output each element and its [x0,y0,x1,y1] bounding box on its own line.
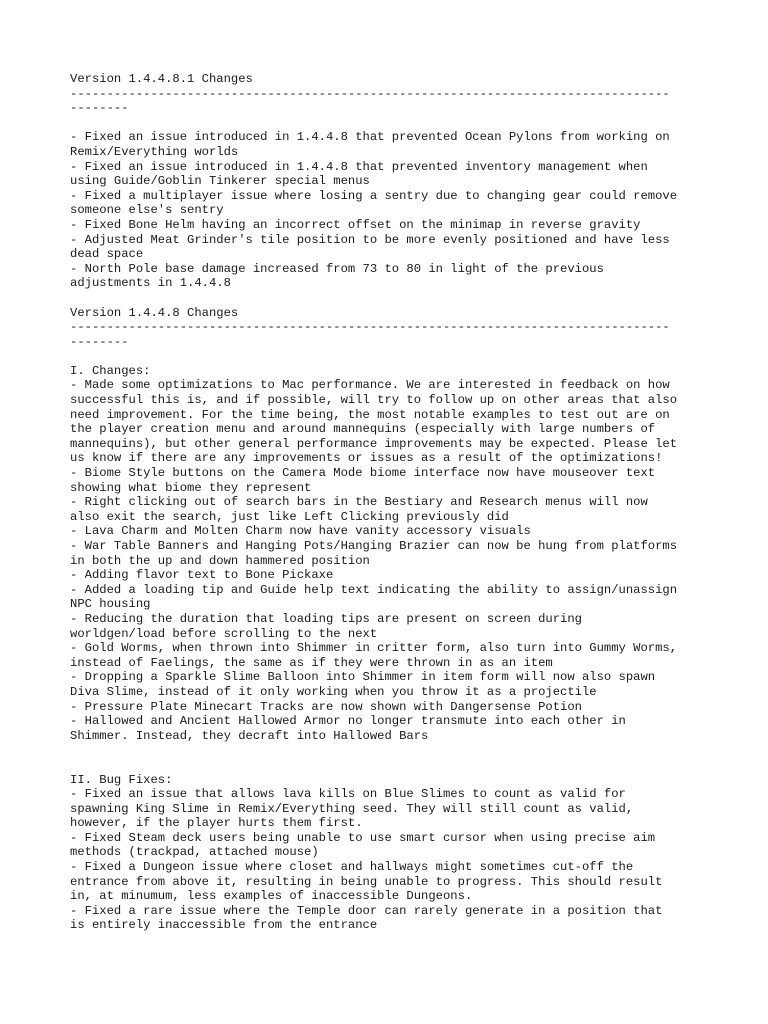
document-line: using Guide/Goblin Tinkerer special menus [70,174,370,189]
document-line: - Fixed an issue introduced in 1.4.4.8 that prevented Ocean Pylons from working on [70,130,670,145]
document-line: - Right clicking out of search bars in the Bestiary and Research menus will now [70,495,648,510]
document-line: in, at minumum, less examples of inaccessible Dungeons. [70,889,473,904]
document-line: need improvement. For the time being, the most notable examples to test out are on [70,407,670,422]
document-line: II. Bug Fixes: [70,772,173,787]
document-line: - Fixed an issue that allows lava kills on Blue Slimes to count as valid for [70,787,626,802]
document-line: - Fixed Bone Helm having an incorrect offset on the minimap in reverse gravity [70,217,641,232]
document-line [70,758,710,773]
document-line: - Fixed a Dungeon issue where closet and hallways might sometimes cut-off the [70,860,634,875]
document-line: - Made some optimizations to Mac performance. We are interested in feedback on how [70,378,670,393]
document-line: - Reducing the duration that loading tips are present on screen during [70,611,582,626]
document-line: is entirely inaccessible from the entrance [70,918,378,933]
document-line: entrance from above it, resulting in being unable to progress. This should result [70,874,663,889]
document-line [70,349,710,364]
document-line: adjustments in 1.4.4.8 [70,276,231,291]
document-line [70,291,710,306]
document-line: also exit the search, just like Left Clicking previously did [70,509,509,524]
document-line: worldgen/load before scrolling to the next [70,626,378,641]
document-line: ---------------------------------------------------------------------------------- [70,320,670,335]
document-line: Diva Slime, instead of it only working when you throw it as a projectile [70,684,597,699]
document-line: Shimmer. Instead, they decraft into Hallowed Bars [70,728,429,743]
document-line: ---------------------------------------------------------------------------------- [70,86,670,101]
document-line: - Biome Style buttons on the Camera Mode biome interface now have mouseover text [70,466,656,481]
document-line: spawning King Slime in Remix/Everything seed. They will still count as valid, [70,801,634,816]
document-line: NPC housing [70,597,151,612]
document-line: however, if the player hurts them first. [70,816,363,831]
document-line: I. Changes: [70,363,151,378]
document-line: - Fixed Steam deck users being unable to use smart cursor when using precise aim [70,830,656,845]
document-line: -------- [70,101,129,116]
document-line: in both the up and down hammered position [70,553,370,568]
document-line: - Added a loading tip and Guide help text indicating the ability to assign/unassign [70,582,678,597]
document-line: - Fixed a rare issue where the Temple door can rarely generate in a position that [70,903,663,918]
document-line: - War Table Banners and Hanging Pots/Hanging Brazier can now be hung from platforms [70,539,678,553]
changelog-document [70,72,710,933]
document-line: - Fixed an issue introduced in 1.4.4.8 that prevented inventory management when [70,159,648,174]
document-line: - Dropping a Sparkle Slime Balloon into Shimmer in item form will now also spawn [70,670,656,685]
document-line: successful this is, and if possible, will try to follow up on other areas that also [70,393,678,408]
document-line: - North Pole base damage increased from 73 to 80 in light of the previous [70,261,604,276]
document-line: Version 1.4.4.8.1 Changes [70,72,253,86]
document-line: - Hallowed and Ancient Hallowed Armor no longer transmute into each other in [70,714,626,729]
document-line: - Pressure Plate Minecart Tracks are now shown with Dangersense Potion [70,699,582,714]
document-line: - Adjusted Meat Grinder's tile position to be more evenly positioned and have less [70,232,670,247]
document-line: showing what biome they represent [70,480,312,495]
document-line: Remix/Everything worlds [70,144,239,159]
document-line [70,116,710,131]
document-line [70,743,710,758]
document-line: methods (trackpad, attached mouse) [70,845,319,860]
document-line: - Adding flavor text to Bone Pickaxe [70,568,334,583]
document-line: someone else's sentry [70,203,224,218]
document-line: -------- [70,334,129,349]
document-line: - Gold Worms, when thrown into Shimmer in critter form, also turn into Gummy Worms, [70,641,678,656]
document-line: us know if there are any improvements or issues as a result of the optimizations! [70,451,663,466]
document-line: - Fixed a multiplayer issue where losing a sentry due to changing gear could remove [70,188,678,203]
document-line: the player creation menu and around mannequins (especially with large numbers of [70,422,656,437]
document-line: Version 1.4.4.8 Changes [70,305,239,320]
document-line: mannequins), but other general performance improvements may be expected. Please let [70,436,678,451]
document-line: dead space [70,247,144,262]
document-line: - Lava Charm and Molten Charm now have vanity accessory visuals [70,524,531,539]
document-line: instead of Faelings, the same as if they were thrown in as an item [70,655,553,670]
